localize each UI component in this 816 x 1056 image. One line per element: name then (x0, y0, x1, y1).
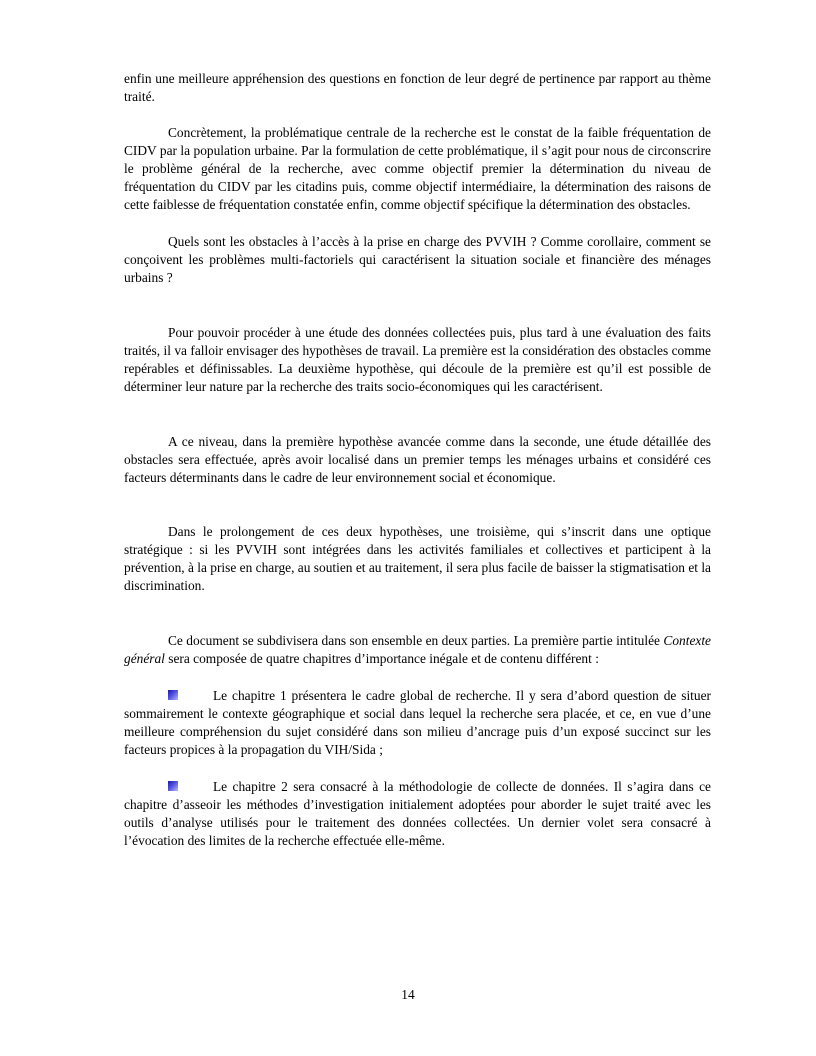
paragraph-niveau: A ce niveau, dans la première hypothèse avancée comme dans la seconde, une étude détaillée des obstacles sera effectuée, après avoir localisé dans un premier temps les ménages urbains et considéré ces facteurs déterminants dans le cadre de leur environnement social et économique. (124, 434, 711, 485)
bullet-text: Le chapitre 2 sera consacré à la méthodologie de collecte de données. Il s’agira dans ce chapitre d’asseoir les méthodes d’investigation initialement adoptées pour aborder le sujet traité avec les outils d’analyse utilisés pour le traitement des données collectées. Un dernier volet sera consacré à l’évocation des limites de la recherche effectuée elle-même. (124, 779, 711, 848)
bullet-item-chapitre-1 (124, 687, 711, 759)
square-bullet-icon (168, 690, 178, 700)
bullet-text: Le chapitre 1 présentera le cadre global de recherche. Il y sera d’abord question de situer sommairement le contexte géographique et social dans lequel la recherche sera placée, et ce, en vue d’une meilleure compréhension du sujet considéré dans son milieu d’ancrage puis d’un exposé succinct sur les facteurs propices à la propagation du VIH/Sida ; (124, 688, 711, 757)
paragraph-subdivision (124, 632, 711, 668)
paragraph-continuation: enfin une meilleure appréhension des questions en fonction de leur degré de pertinence par rapport au thème traité. (124, 71, 711, 104)
paragraph-questions: Quels sont les obstacles à l’accès à la prise en charge des PVVIH ? Comme corollaire, comment se conçoivent les problèmes multi-factoriels qui caractérisent la situation sociale et financière des ménages urbains ? (124, 234, 711, 285)
paragraph-hypotheses: Pour pouvoir procéder à une étude des données collectées puis, plus tard à une évaluation des faits traités, il va falloir envisager des hypothèses de travail. La première est la considération des obstacles comme repérables et définissables. La deuxième hypothèse, qui découle de la première est qu’il est possible de déterminer leur nature par la recherche des traits socio-économiques qui les caractérisent. (124, 325, 711, 394)
page-number: 14 (401, 987, 415, 1002)
subdivision-text-before: Ce document se subdivisera dans son ensemble en deux parties. La première partie intitulée (168, 633, 664, 648)
subdivision-italic-title: Contexte général (124, 633, 711, 666)
bullet-item-chapitre-2 (124, 778, 711, 850)
paragraph-problematique: Concrètement, la problématique centrale de la recherche est le constat de la faible fréquentation de CIDV par la population urbaine. Par la formulation de cette problématique, il s’agit pour nous de circonscrire le problème général de la recherche, avec comme objectif premier la détermination du niveau de fréquentation du CIDV par les citadins puis, comme objectif intermédiaire, la détermination des raisons de cette faiblesse de fréquentation constatée enfin, comme objectif spécifique la détermination des obstacles. (124, 125, 711, 212)
subdivision-text-after: sera composée de quatre chapitres d’importance inégale et de contenu différent : (164, 651, 599, 666)
page-body (124, 70, 711, 850)
square-bullet-icon (168, 781, 178, 791)
paragraph-prolongement: Dans le prolongement de ces deux hypothèses, une troisième, qui s’inscrit dans une optique stratégique : si les PVVIH sont intégrées dans les activités familiales et collectives et participent à la prévention, à la prise en charge, au soutien et au traitement, il sera plus facile de baisser la stigmatisation et la discrimination. (124, 524, 711, 593)
